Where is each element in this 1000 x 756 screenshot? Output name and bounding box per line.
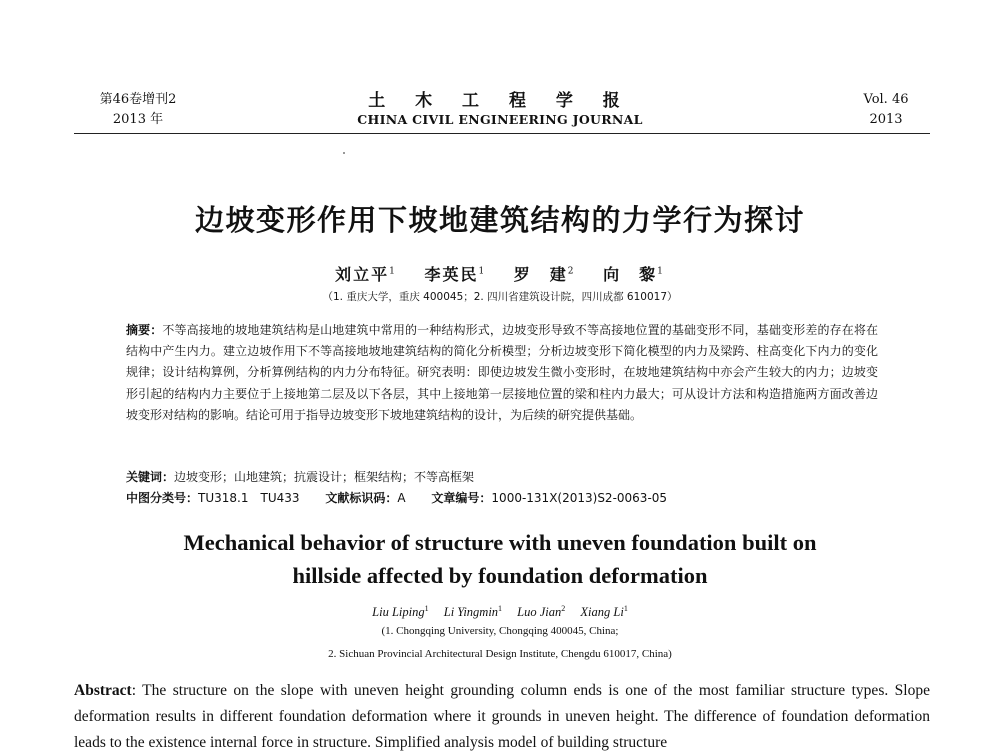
abstract-cn — [126, 320, 878, 426]
scan-speck — [343, 152, 345, 154]
keywords-cn-label: 关键词： — [126, 470, 175, 484]
journal-name-en: CHINA CIVIL ENGINEERING JOURNAL — [357, 112, 643, 127]
affiliation-en-line2: 2. Sichuan Provincial Architectural Design Institute, Chengdu 610017, China) — [328, 648, 672, 660]
author-en: Li Yingmin$^1$ — [443, 604, 503, 620]
author-en: Luo Jian$^2$ — [517, 604, 566, 620]
doc-code-value: A — [397, 491, 406, 505]
abstract-en — [74, 678, 930, 756]
paper-title-en-line1: Mechanical behavior of structure with uneven foundation built on — [183, 530, 817, 555]
author-cn: 李英民$^1$ — [424, 265, 487, 284]
paper-title-cn: 边坡变形作用下坡地建筑结构的力学行为探讨 — [194, 203, 805, 237]
abstract-en-label: Abstract — [74, 682, 132, 699]
authors-cn — [0, 262, 1000, 285]
header-issue: 第46卷增刊2 — [99, 92, 177, 107]
author-cn: 向 黎$^1$ — [603, 265, 665, 284]
keywords-cn — [126, 467, 878, 487]
clc-label: 中图分类号： — [126, 491, 199, 505]
header-journal — [0, 90, 1000, 128]
abstract-cn-label: 摘要： — [126, 323, 163, 337]
affiliation-cn: （1. 重庆大学，重庆 400045；2. 四川省建筑设计院，四川成都 610017） — [322, 291, 678, 303]
paper-title-en — [0, 526, 1000, 592]
author-cn: 罗 建$^2$ — [513, 265, 576, 284]
doc-code-label: 文献标识码： — [325, 491, 398, 505]
paper-title-en-line2: hillside affected by foundation deformation — [292, 563, 708, 588]
clc-value: TU318.1 TU433 — [198, 491, 300, 505]
article-number-label: 文章编号： — [431, 491, 492, 505]
journal-name-cn: 土 木 工 程 学 报 — [368, 91, 632, 111]
author-cn: 刘立平$^1$ — [335, 265, 397, 284]
abstract-en-text: : The structure on the slope with uneven height grounding column ends is one of the most familiar structure types. Slope deformation results in different foundation deformation where it grounds in uneven height. The difference of foundation deformation leads to the existence internal force in structure. Simplified analysis model of building structure — [74, 682, 930, 751]
header-year-cn: 2013 年 — [112, 112, 164, 127]
header-vol: Vol. 46 — [863, 92, 909, 107]
author-en: Liu Liping$^1$ — [372, 604, 429, 620]
affiliation-en-line1: (1. Chongqing University, Chongqing 400045, China; — [381, 625, 619, 637]
keywords-cn-text: 边坡变形；山地建筑；抗震设计；框架结构；不等高框架 — [174, 470, 475, 484]
article-number-value: 1000-131X(2013)S2-0063-05 — [491, 491, 668, 505]
header-volume-en — [856, 90, 916, 130]
abstract-cn-text: 不等高接地的坡地建筑结构是山地建筑中常用的一种结构形式，边坡变形导致不等高接地位置的基础变形不同，基础变形差的存在将在结构中产生内力。建立边坡作用下不等高接地坡地建筑结构的简化分析模型；分析边坡变形下简化模型的内力及梁跨、柱高变化下内力的变化规律；设计结构算例，分析算例结构的内力分布特征。研究表明：即使边坡发生微小变形时，在坡地建筑结构中亦会产生较大的内力；边坡变形引起的结构内力主要位于上接地第二层及以下各层，其中上接地第一层接地位置的梁和柱内力最大；可从设计方法和构造措施两方面改善边坡变形对结构的影响。结论可用于指导边坡变形下坡地建筑结构的设计，为后续的研究提供基础。 — [126, 323, 878, 422]
author-en: Xiang Li$^1$ — [580, 604, 628, 620]
header-year: 2013 — [869, 112, 903, 127]
header-divider — [74, 133, 930, 134]
classification-cn — [126, 488, 878, 508]
authors-en — [0, 604, 1000, 620]
